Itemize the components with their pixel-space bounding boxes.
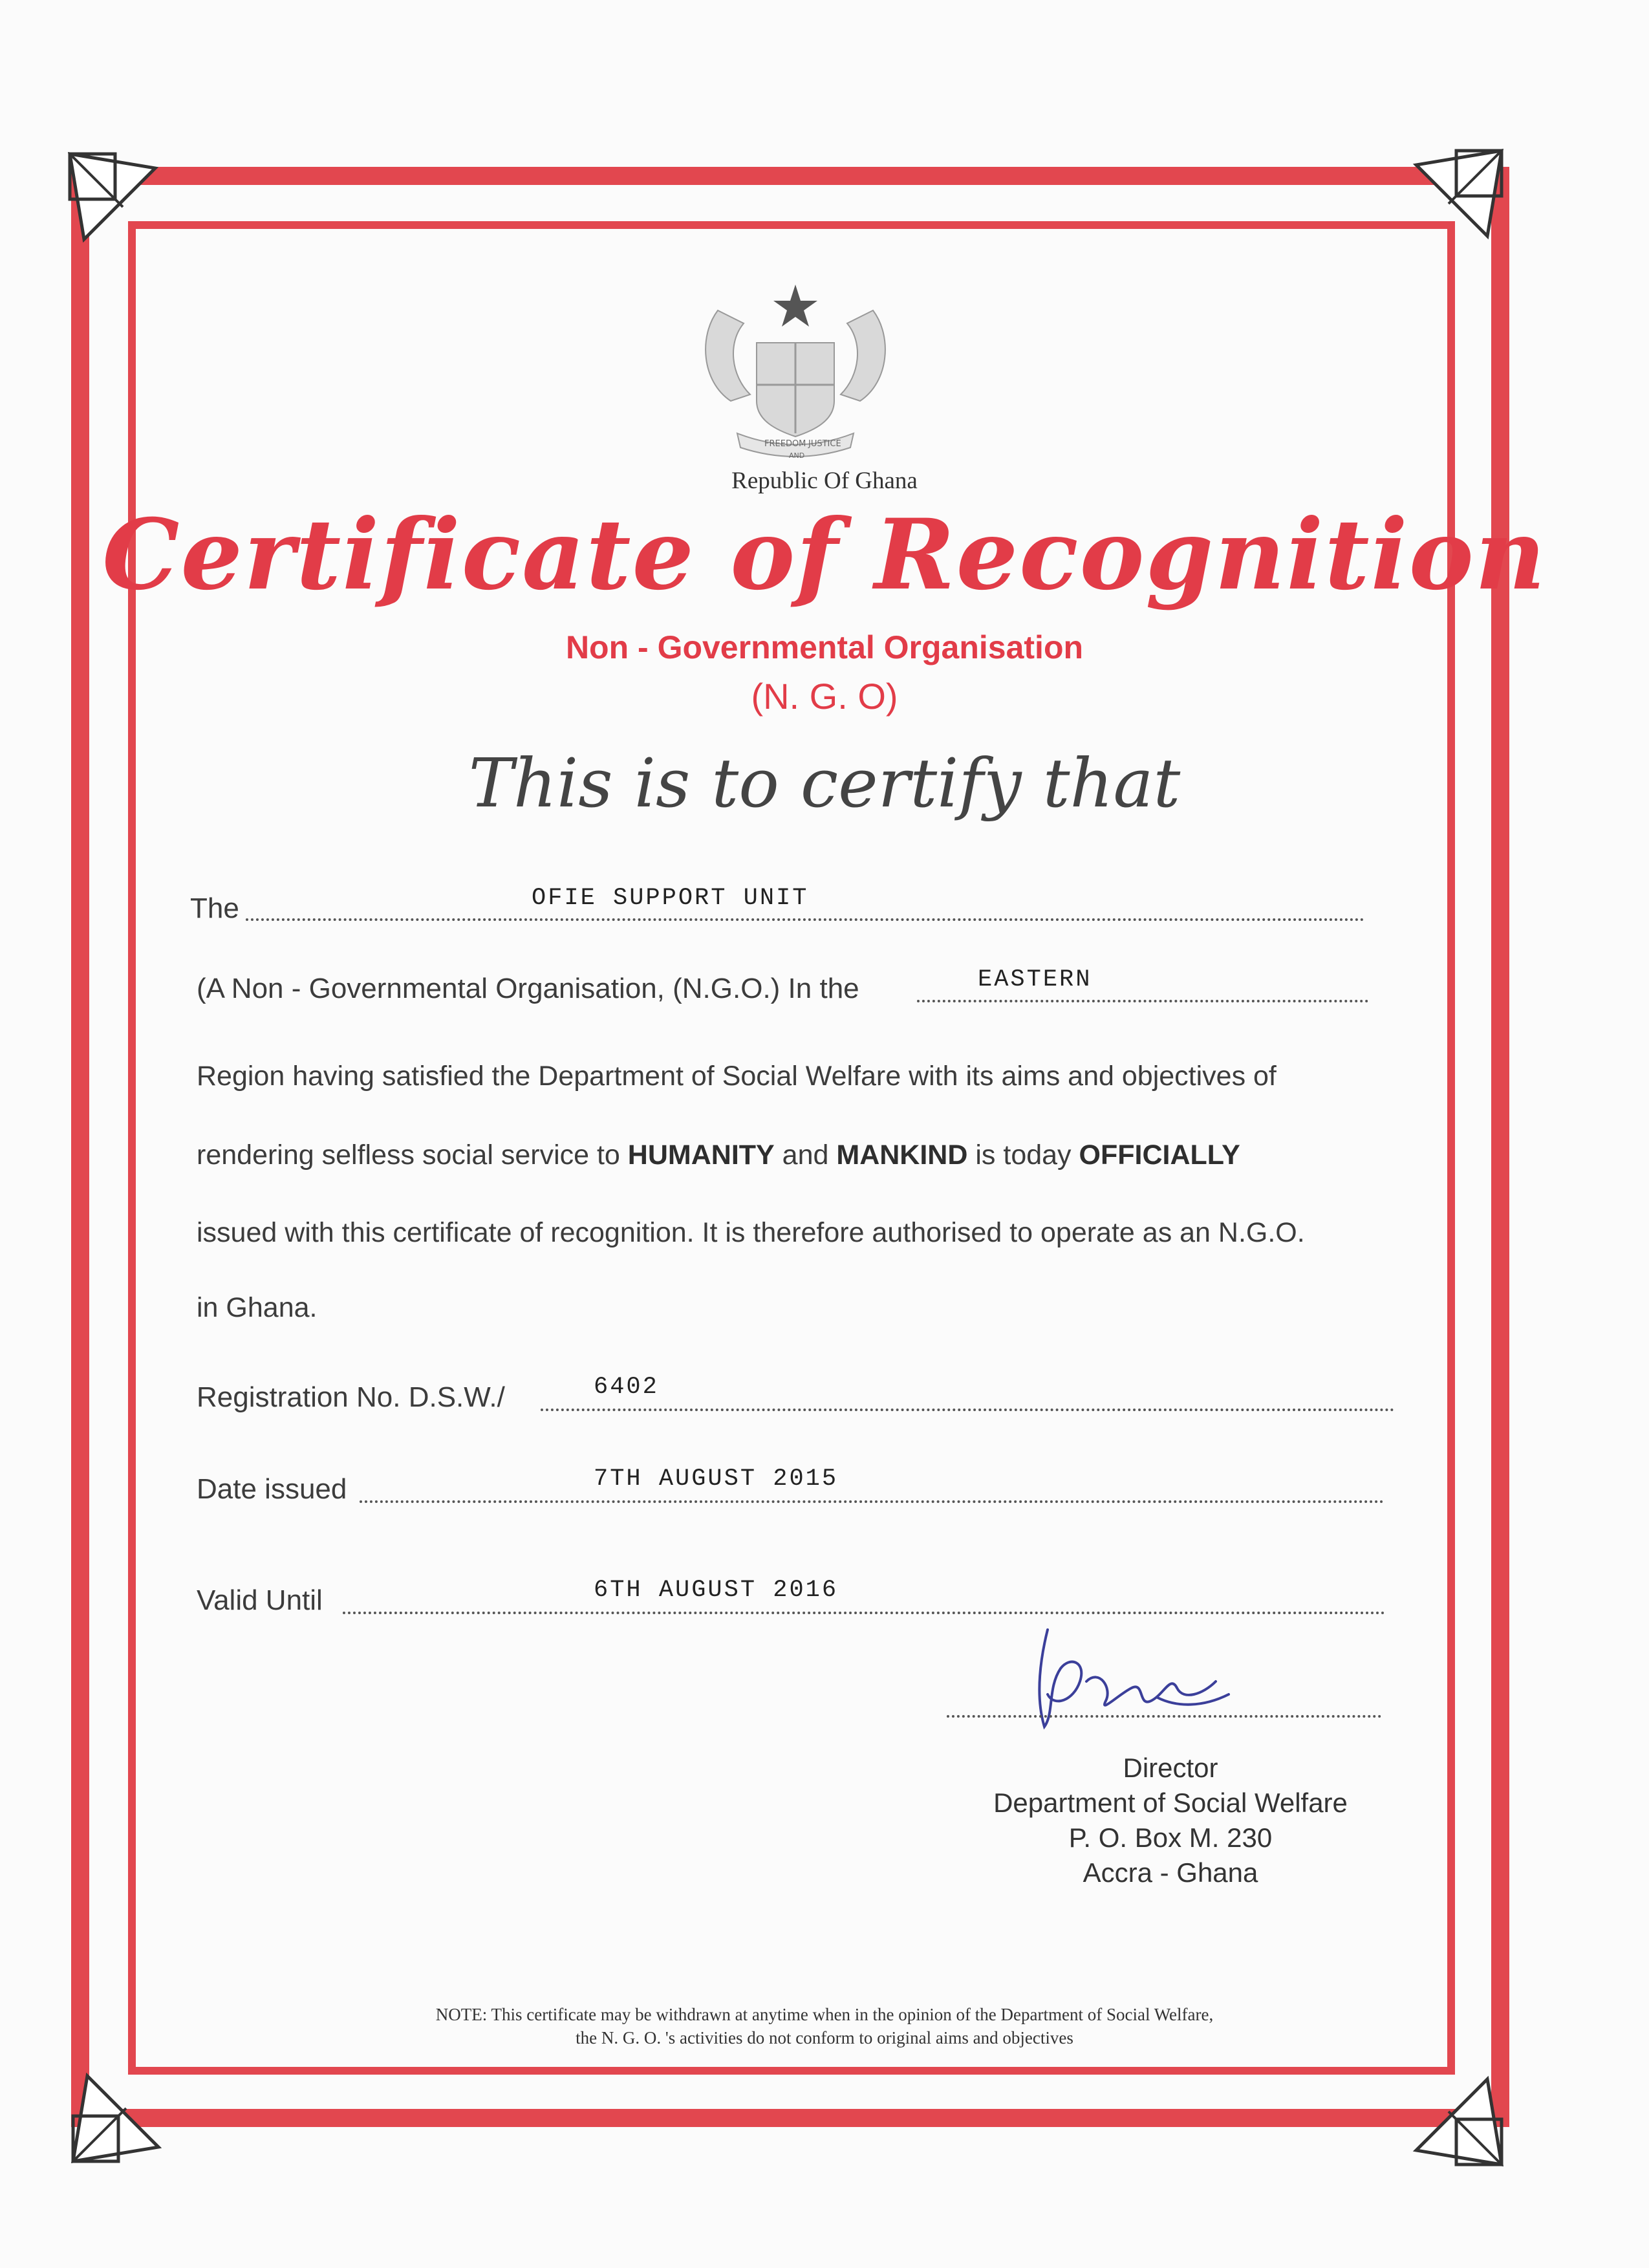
org-name-value: OFIE SUPPORT UNIT — [532, 885, 809, 912]
certificate-title: Certificate of Recognition — [102, 498, 1547, 612]
svg-text:FREEDOM: FREEDOM — [764, 439, 806, 449]
certify-heading: This is to certify that — [468, 744, 1181, 823]
body-line-3: issued with this certificate of recognition. It is therefore authorised to operate as an N.G.O. — [197, 1217, 1305, 1248]
body-line-1: Region having satisfied the Department of Social Welfare with its aims and objectives of — [197, 1061, 1277, 1092]
registration-value: 6402 — [594, 1374, 659, 1401]
valid-until-value: 6TH AUGUST 2016 — [594, 1577, 839, 1604]
body-line-4: in Ghana. — [197, 1292, 318, 1323]
ngo-subtitle: Non - Governmental Organisation — [565, 629, 1084, 665]
signature-line — [947, 1715, 1381, 1718]
signatory-department: Department of Social Welfare — [993, 1787, 1348, 1818]
valid-until-line — [343, 1612, 1385, 1614]
signatory-city: Accra - Ghana — [1083, 1857, 1258, 1888]
registration-label: Registration No. D.S.W./ — [197, 1381, 505, 1413]
registration-line — [541, 1409, 1394, 1411]
signatory-box: P. O. Box M. 230 — [1068, 1822, 1273, 1853]
corner-ornament-bottom-right — [1410, 2073, 1513, 2176]
corner-ornament-top-left — [58, 142, 162, 246]
region-prefix: (A Non - Governmental Organisation, (N.G.O.) In the — [197, 973, 859, 1004]
republic-label: Republic Of Ghana — [731, 468, 918, 494]
region-line — [917, 1000, 1368, 1002]
date-issued-value: 7TH AUGUST 2015 — [594, 1465, 839, 1493]
note-line-1: NOTE: This certificate may be withdrawn at anytime when in the opinion of the Department of Social Welfare, — [435, 2005, 1214, 2024]
corner-ornament-bottom-left — [61, 2069, 165, 2173]
corner-ornament-top-right — [1410, 139, 1513, 243]
director-signature — [1009, 1617, 1242, 1746]
org-name-line — [246, 918, 1364, 921]
valid-until-label: Valid Until — [197, 1584, 323, 1616]
coat-of-arms-icon — [692, 272, 899, 466]
signatory-title: Director — [1123, 1753, 1218, 1783]
date-issued-label: Date issued — [197, 1473, 347, 1505]
body-line-2: rendering selfless social service to HUMANITY and MANKIND is today OFFICIALLY — [197, 1139, 1240, 1171]
date-issued-line — [360, 1500, 1384, 1503]
svg-text:AND: AND — [789, 451, 805, 460]
ngo-abbreviation: (N. G. O) — [751, 676, 898, 717]
note-line-2: the N. G. O. 's activities do not conform to original aims and objectives — [576, 2028, 1073, 2047]
svg-text:JUSTICE: JUSTICE — [808, 439, 841, 449]
the-label: The — [190, 892, 239, 924]
region-value: EASTERN — [978, 966, 1092, 993]
